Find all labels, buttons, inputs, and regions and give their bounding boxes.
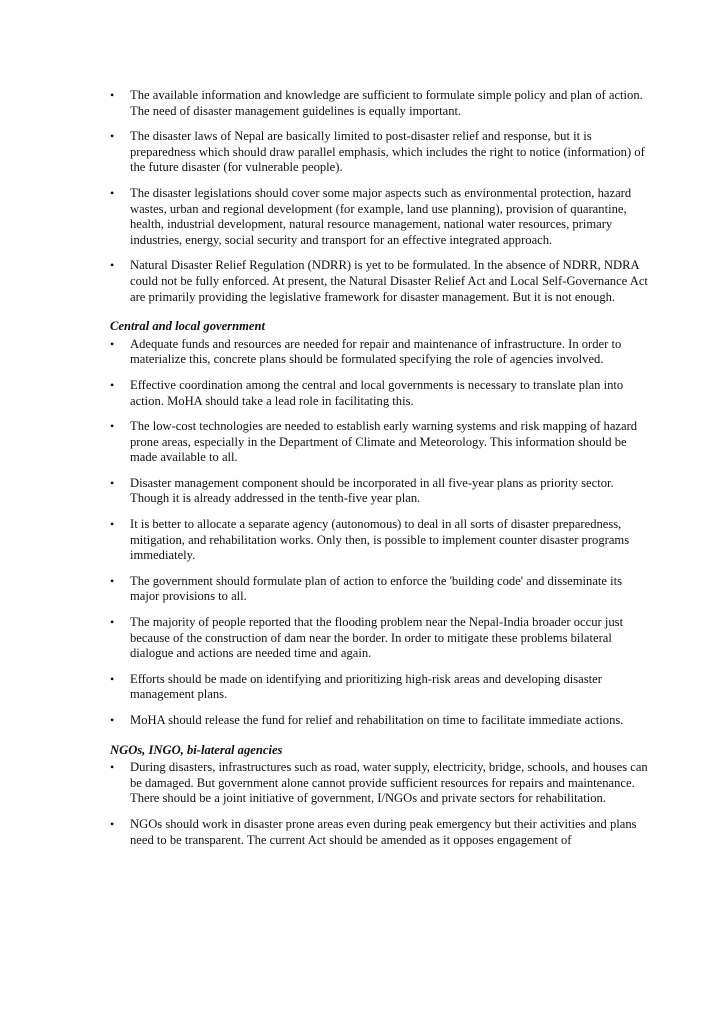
section-title-ngo-ingo-bilateral: NGOs, INGO, bi-lateral agencies [110,742,283,757]
list-item-text: The disaster laws of Nepal are basically limited to post-disaster relief and response, but it is preparedness which should draw parallel emphasis, which includes the right to notice (information) of the future disaster (for vulnerable people). [130,129,645,175]
bullet-icon: • [110,615,115,630]
list-item-text: The majority of people reported that the flooding problem near the Nepal-India broader occur just because of the construction of dam near the border. In order to mitigate these problems bilateral dialogue and actions are needed time and again. [130,615,624,661]
bullet-icon: • [110,517,115,532]
list-item [110,574,650,605]
list-item [110,419,650,466]
list-item [110,517,650,564]
list-item-text: Efforts should be made on identifying and prioritizing high-risk areas and developing disaster management plans. [130,671,602,702]
list-item-text: The available information and knowledge are sufficient to formulate simple policy and plan of action. The need of disaster management guidelines is equally important. [130,88,643,118]
bullet-icon: • [110,816,115,831]
list-item [110,337,650,368]
list-item-text: MoHA should release the fund for relief and rehabilitation on time to facilitate immediate actions. [130,713,624,727]
bullet-icon: • [110,88,115,102]
list-item [110,129,650,176]
list-item-text: Natural Disaster Relief Regulation (NDRR) is yet to be formulated. In the absence of NDRR, NDRA could not be fully enforced. At present, the Natural Disaster Relief Act and Local Self-Governance Act are primarily providing the legislative framework for disaster management. But it is not enough. [130,258,648,304]
list-item [110,615,650,662]
bullet-icon: • [110,760,115,775]
list-item [110,713,650,729]
list-item-text: During disasters, infrastructures such as road, water supply, electricity, bridge, schools, and houses can be damaged. But government alone cannot provide sufficient resources for repairs and maintenance. There should be a joint initiative of government, I/NGOs and private sectors for rehabilitation. [130,760,648,806]
ngo-bullet-list [110,760,650,848]
bullet-icon: • [110,475,115,490]
central-bullet-list [110,337,650,729]
list-item [110,186,650,248]
bullet-icon: • [110,377,115,392]
section-title-central-local-government: Central and local government [110,319,265,334]
bullet-icon: • [110,671,115,686]
list-item [110,476,650,507]
list-item-text: Adequate funds and resources are needed for repair and maintenance of infrastructure. In order to materialize this, concrete plans should be formulated specifying the role of agencies involved. [130,336,622,367]
list-item-text: It is better to allocate a separate agency (autonomous) to deal in all sorts of disaster preparedness, mitigation, and rehabilitation works. Only then, is possible to implement counter disaster programs immediately. [130,517,630,563]
bullet-icon: • [110,185,115,200]
bullet-icon: • [110,258,115,273]
list-item [110,258,650,305]
list-item-text: Disaster management component should be incorporated in all five-year plans as priority sector. Though it is already addressed in the tenth-five year plan. [130,475,614,506]
list-item [110,760,650,807]
list-item-text: The government should formulate plan of action to enforce the 'building code' and disseminate its major provisions to all. [130,573,623,604]
document-page [110,88,650,848]
list-item-text: Effective coordination among the central and local governments is necessary to translate plan into action. MoHA should take a lead role in facilitating this. [130,377,624,408]
bullet-icon: • [110,336,115,351]
list-item-text: NGOs should work in disaster prone areas even during peak emergency but their activities and plans need to be transparent. The current Act should be amended as it opposes engagement of [130,816,637,847]
list-item-text: The disaster legislations should cover some major aspects such as environmental protection, hazard wastes, urban and regional development (for example, land use planning), provision of quarantine, health, industrial development, natural resource management, national water resources, primary industries, energy, social security and transport for an effective integrated approach. [130,185,632,247]
list-item [110,672,650,703]
bullet-icon: • [110,419,115,434]
list-item-text: The low-cost technologies are needed to establish early warning systems and risk mapping of hazard prone areas, especially in the Department of Climate and Meteorology. This information should be made available to all. [130,419,638,465]
list-item [110,88,650,119]
bullet-icon: • [110,573,115,588]
bullet-icon: • [110,713,115,727]
bullet-icon: • [110,129,115,144]
list-item [110,378,650,409]
list-item [110,817,650,848]
intro-bullet-list [110,88,650,305]
